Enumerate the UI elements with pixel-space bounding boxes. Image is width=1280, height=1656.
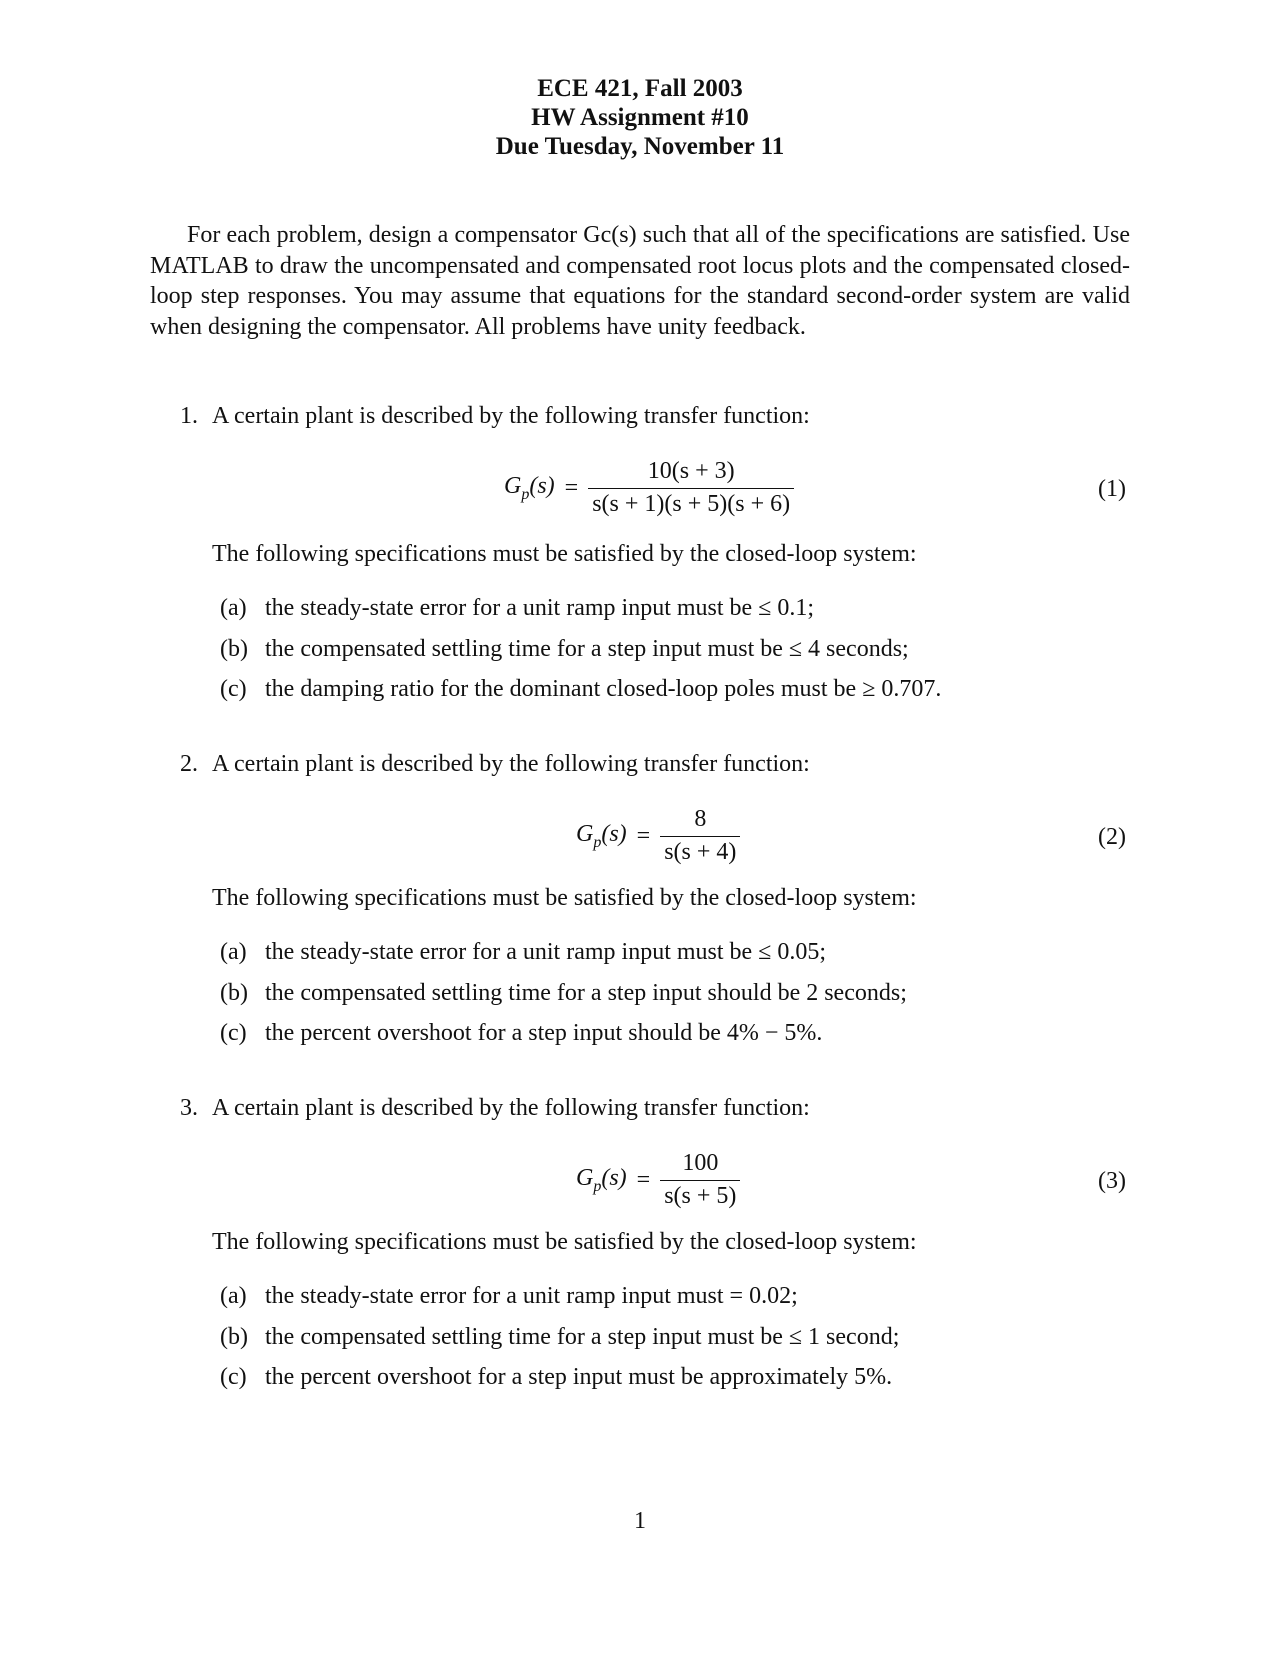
equation-3 [0,1150,1280,1230]
equation-lhs: $G_p(s)$ [576,1164,627,1195]
equation-1 [0,458,1280,538]
problem-number: 2. [180,751,198,777]
denominator: s(s + 5) [660,1180,740,1210]
equation-lhs: $G_p(s)$ [504,472,555,503]
list-item: (b) the compensated settling time for a step input should be 2 seconds; [220,979,907,1006]
spec-list [220,937,907,1059]
spec-intro: The following specifications must be satisfied by the closed-loop system: [212,1229,917,1255]
problem-number: 3. [180,1095,198,1121]
problem-2-statement [180,749,810,779]
numerator: 8 [694,806,707,832]
page-number: 1 [634,1508,646,1534]
denominator: s(s + 1)(s + 5)(s + 6) [588,488,794,518]
problem-text: A certain plant is described by the following transfer function: [212,751,810,777]
list-item: (c) the damping ratio for the dominant closed-loop poles must be ≥ 0.707. [220,676,942,702]
transfer-fraction [660,1150,740,1210]
list-item: (b) the compensated settling time for a step input must be ≤ 1 second; [220,1323,900,1350]
list-item: (c) the percent overshoot for a step input must be approximately 5%. [220,1364,893,1390]
problem-number: 1. [180,403,198,429]
list-item: (c) the percent overshoot for a step input should be 4% − 5%. [220,1020,823,1046]
transfer-fraction [588,458,794,518]
problem-text: A certain plant is described by the following transfer function: [212,403,810,429]
list-item: (a) the steady-state error for a unit ramp input must be ≤ 0.05; [220,939,827,965]
equation-2 [0,806,1280,886]
spec-intro: The following specifications must be satisfied by the closed-loop system: [212,541,917,567]
list-item: (a) the steady-state error for a unit ramp input must be ≤ 0.1; [220,595,815,621]
equals-sign: = [636,1166,651,1193]
equals-sign: = [636,822,651,849]
equation-label: (3) [1098,1168,1126,1194]
equals-sign: = [564,474,579,501]
list-item: (a) the steady-state error for a unit ramp input must = 0.02; [220,1283,798,1309]
spec-intro: The following specifications must be satisfied by the closed-loop system: [212,885,917,911]
spec-list [220,1281,899,1403]
spec-list [220,593,941,715]
denominator: s(s + 4) [660,836,740,866]
equation-label: (2) [1098,824,1126,850]
equation-lhs: $G_p(s)$ [576,820,627,851]
assignment-title: HW Assignment #10 [531,104,749,131]
problem-1-statement [180,401,810,431]
equation-label: (1) [1098,476,1126,502]
intro-paragraph: For each problem, design a compensator Gc(s) such that all of the specifications are satisfied. Use MATLAB to draw the uncompensated and compensated root locus plots and the compensated closed-loop step responses. You may assume that equations for the standard second-order system are valid when designing the compensator. All problems have unity feedback. [150,222,1130,340]
numerator: 10(s + 3) [647,458,735,484]
course-title: ECE 421, Fall 2003 [537,75,743,102]
problem-3-statement [180,1093,810,1123]
numerator: 100 [682,1150,719,1176]
due-date: Due Tuesday, November 11 [495,133,785,160]
transfer-fraction [660,806,740,866]
problem-text: A certain plant is described by the following transfer function: [212,1095,810,1121]
list-item: (b) the compensated settling time for a step input must be ≤ 4 seconds; [220,635,909,662]
